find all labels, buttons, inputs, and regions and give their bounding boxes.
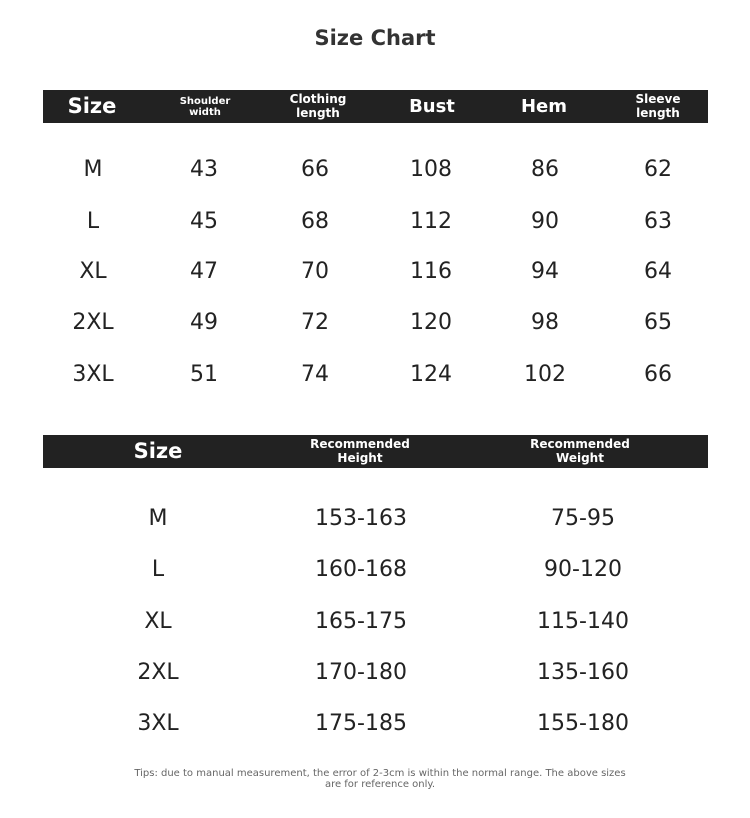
cell-size: 3XL	[137, 711, 179, 736]
cell-size: XL	[79, 259, 107, 284]
cell-size: L	[151, 557, 165, 582]
cell-sleeve: 65	[644, 310, 672, 335]
cell-length: 72	[301, 310, 329, 335]
tips-line-2: are for reference only.	[324, 779, 436, 790]
cell-weight: 135-160	[537, 660, 629, 685]
cell-hem: 102	[524, 362, 566, 387]
cell-shoulder: 47	[190, 259, 218, 284]
header-bust: Bust	[409, 95, 455, 117]
cell-sleeve: 62	[644, 157, 672, 182]
cell-shoulder: 49	[190, 310, 218, 335]
cell-hem: 86	[531, 157, 559, 182]
header-hem: Hem	[520, 95, 568, 117]
cell-weight: 75-95	[551, 506, 615, 531]
cell-shoulder: 51	[190, 362, 218, 387]
cell-bust: 124	[410, 362, 452, 387]
cell-height: 153-163	[315, 506, 407, 531]
cell-size: L	[86, 209, 100, 234]
cell-hem: 98	[531, 310, 559, 335]
cell-shoulder: 45	[190, 209, 218, 234]
cell-size: M	[83, 157, 103, 182]
header-size: Size	[67, 93, 117, 118]
cell-weight: 155-180	[537, 711, 629, 736]
cell-size: 2XL	[137, 660, 179, 685]
cell-size: M	[148, 506, 168, 531]
size-table-header	[43, 90, 708, 123]
cell-length: 68	[301, 209, 329, 234]
cell-shoulder: 43	[190, 157, 218, 182]
cell-length: 66	[301, 157, 329, 182]
cell-size: 2XL	[72, 310, 114, 335]
recommendation-table-header	[43, 435, 708, 468]
cell-sleeve: 66	[644, 362, 672, 387]
cell-size: XL	[144, 609, 172, 634]
cell-weight: 115-140	[537, 609, 629, 634]
cell-weight: 90-120	[544, 557, 622, 582]
cell-height: 175-185	[315, 711, 407, 736]
cell-length: 70	[301, 259, 329, 284]
header-sleeve-length: Sleeve length	[635, 92, 681, 120]
cell-sleeve: 64	[644, 259, 672, 284]
cell-hem: 90	[531, 209, 559, 234]
cell-hem: 94	[531, 259, 559, 284]
header-recommended-height: Recommended Height	[310, 437, 410, 465]
tips-line-1: Tips: due to manual measurement, the error of 2-3cm is within the normal range. The above sizes	[134, 768, 626, 779]
cell-sleeve: 63	[644, 209, 672, 234]
cell-length: 74	[301, 362, 329, 387]
page-title: Size Chart	[314, 26, 436, 50]
cell-bust: 116	[410, 259, 452, 284]
header-recommended-weight: Recommended Weight	[530, 437, 630, 465]
tips-note	[100, 768, 660, 790]
cell-bust: 120	[410, 310, 452, 335]
cell-height: 165-175	[315, 609, 407, 634]
cell-height: 160-168	[315, 557, 407, 582]
cell-bust: 108	[410, 157, 452, 182]
cell-size: 3XL	[72, 362, 114, 387]
header-shoulder-width: Shoulder width	[179, 95, 231, 118]
header-clothing-length: Clothing length	[289, 92, 347, 120]
cell-height: 170-180	[315, 660, 407, 685]
header-size: Size	[133, 438, 183, 463]
cell-bust: 112	[410, 209, 452, 234]
